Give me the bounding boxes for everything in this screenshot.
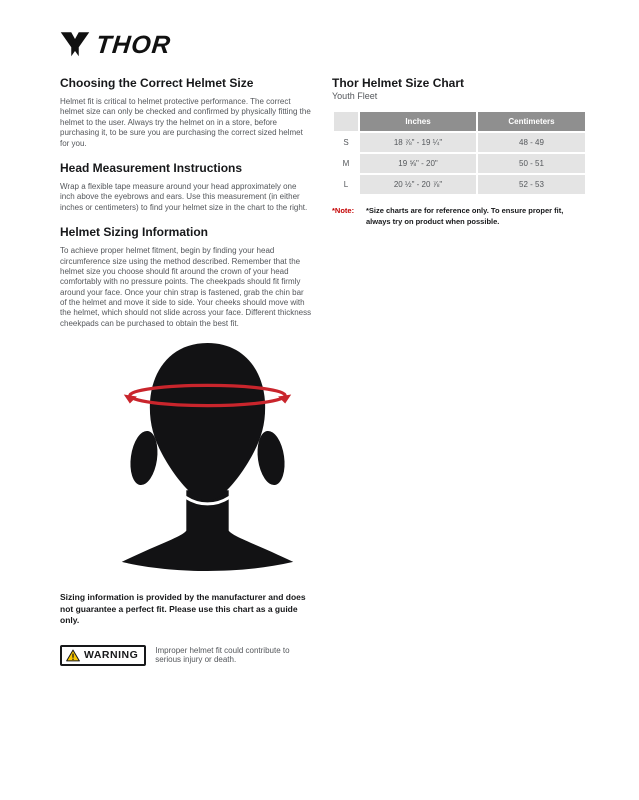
warning-box [60, 645, 146, 666]
corner-cell [333, 111, 359, 132]
inches-cell: 18 ⅞" - 19 ¼" [359, 132, 477, 153]
inches-cell: 20 ½" - 20 ⅞" [359, 174, 477, 195]
thor-logo [60, 28, 639, 62]
warning-row [60, 645, 312, 666]
note-label: *Note: [332, 206, 355, 215]
head-measurement-illustration [100, 339, 315, 576]
thor-horns-icon [60, 31, 90, 59]
instructions-column [60, 72, 312, 666]
column-header-centimeters: Centimeters [477, 111, 586, 132]
warning-label: WARNING [84, 649, 139, 662]
size-cell: L [333, 174, 359, 195]
manufacturer-disclaimer: Sizing information is provided by the manufacturer and does not guarantee a perfect fit. Please use this chart as a guide only. [60, 592, 306, 626]
cm-cell: 50 - 51 [477, 153, 586, 174]
table-header-row [333, 111, 586, 132]
inches-cell: 19 ⅝" - 20" [359, 153, 477, 174]
warning-triangle-icon [66, 649, 80, 662]
size-chart-title: Thor Helmet Size Chart [332, 76, 465, 90]
table-row [333, 132, 586, 153]
size-cell: S [333, 132, 359, 153]
brand-wordmark: THOR [94, 30, 173, 59]
table-row [333, 174, 586, 195]
paragraph-sizing-information: To achieve proper helmet fitment, begin by finding your head circumference size using the method described. Remember that the helmet size you choose should fit around the crown of your head comfortably with no pressure points. The cheekpads should fit firmly around your face. Once your chin strap is fastened, grab the chin bar of the helmet and move it side to side. Your cheeks should move with the helmet, which should not slide across your face. Different thickness cheekpads can be purchased to obtain the best fit. [60, 246, 312, 328]
size-chart-table [332, 110, 587, 196]
heading-choosing-size: Choosing the Correct Helmet Size [60, 76, 254, 90]
heading-head-measurement: Head Measurement Instructions [60, 160, 243, 175]
column-header-inches: Inches [359, 111, 477, 132]
size-cell: M [333, 153, 359, 174]
size-chart-column [332, 72, 587, 227]
cm-cell: 52 - 53 [477, 174, 586, 195]
heading-sizing-information: Helmet Sizing Information [60, 225, 209, 240]
warning-text: Improper helmet fit could contribute to serious injury or death. [155, 646, 290, 665]
table-row [333, 153, 586, 174]
cm-cell: 48 - 49 [477, 132, 586, 153]
paragraph-head-measurement: Wrap a flexible tape measure around your head approximately one inch above the eyebrows and ears. Use this measurement (in either inches or centimeters) to find your helmet size in the chart to the right. [60, 181, 308, 212]
size-chart-note [332, 206, 587, 227]
size-chart-subtitle: Youth Fleet [332, 91, 378, 101]
note-text: *Size charts are for reference only. To ensure proper fit, always try on product when possible. [366, 206, 564, 226]
paragraph-choosing-size: Helmet fit is critical to helmet protective performance. The correct helmet size can only be checked and confirmed by physically fitting the helmet to the user. Always try the helmet on in a store, before purchasing it, to be sure you are purchasing the correct sized helmet for you. [60, 97, 311, 148]
